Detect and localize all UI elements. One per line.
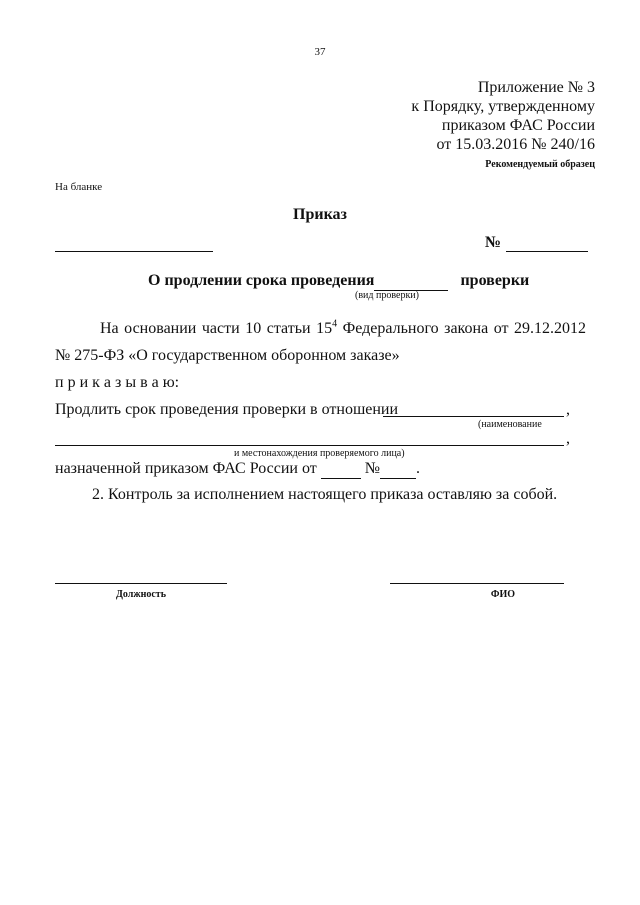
number-sign: № xyxy=(485,234,502,251)
name-label: ФИО xyxy=(490,589,516,600)
article-superscript: 4 xyxy=(332,318,338,330)
entity-location-blank-line xyxy=(55,445,564,446)
appendix-header xyxy=(411,78,595,154)
name-signature-line xyxy=(390,583,564,584)
item1-period: . xyxy=(415,460,420,477)
blank-note: На бланке xyxy=(55,181,103,193)
order-date-blank xyxy=(321,460,361,479)
subject-line xyxy=(148,272,529,291)
appendix-line-1: Приложение № 3 xyxy=(477,79,595,96)
order-number-blank xyxy=(380,460,416,479)
entity-name-blank-line xyxy=(383,416,564,417)
subject-before: О продлении срока проведения xyxy=(148,272,375,289)
basis-line-1: На основании части 10 статьи $15^4$ Федерального закона от 29.12.2012 xyxy=(100,318,586,337)
appendix-line-2: к Порядку, утвержденному xyxy=(411,98,595,115)
check-type-blank xyxy=(374,272,448,291)
item1-comma-2: , xyxy=(566,430,570,447)
order-word: п р и к а з ы в а ю: xyxy=(55,374,180,391)
document-title: Приказ xyxy=(293,206,347,223)
number-blank-line xyxy=(506,251,588,252)
item1-comma-1: , xyxy=(566,401,570,418)
order-number-sign: № xyxy=(364,460,380,477)
page-number: 37 xyxy=(314,46,326,58)
check-type-hint: (вид проверки) xyxy=(355,290,419,301)
item1-line-3 xyxy=(55,460,420,479)
subject-after: проверки xyxy=(460,272,530,289)
position-label: Должность xyxy=(115,589,166,600)
item1-text: Продлить срок проведения проверки в отношении xyxy=(55,401,399,418)
basis-line-2: № 275-ФЗ «О государственном оборонном заказе» xyxy=(55,347,400,364)
date-blank-line xyxy=(55,251,213,252)
position-signature-line xyxy=(55,583,227,584)
entity-location-hint: и местонахождения проверяемого лица) xyxy=(234,448,405,459)
entity-name-hint: (наименование xyxy=(478,419,542,430)
item2-text: 2. Контроль за исполнением настоящего приказа оставляю за собой. xyxy=(92,486,558,503)
recommended-sample: Рекомендуемый образец xyxy=(485,159,595,170)
appendix-line-4: от 15.03.2016 № 240/16 xyxy=(436,136,595,153)
assigned-order-text: назначенной приказом ФАС России от xyxy=(55,460,317,477)
appendix-line-3: приказом ФАС России xyxy=(441,117,595,134)
